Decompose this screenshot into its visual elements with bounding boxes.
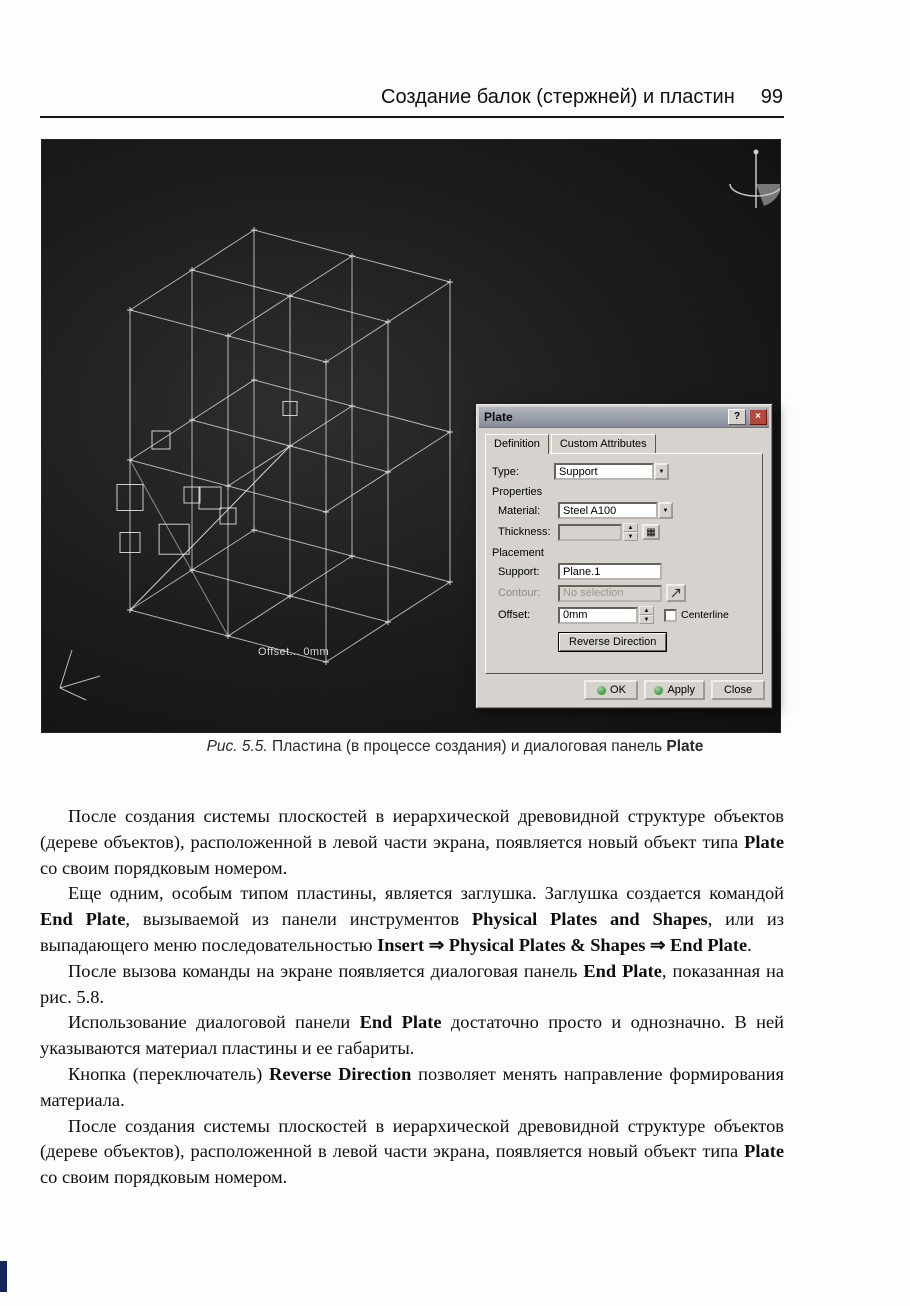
ok-button[interactable] <box>584 680 638 700</box>
support-field[interactable]: Plane.1 <box>558 563 662 580</box>
close-label: Close <box>723 684 753 696</box>
caption-bold: Plate <box>666 738 704 755</box>
offset-row <box>492 606 756 624</box>
definition-panel <box>485 453 763 674</box>
paragraph: После создания системы плоскостей в иерархической древовидной структуре объектов (дереве объектов), расположенной в левой части экрана, появляется новый объект типа Plate со своим порядковым номером. <box>40 1115 784 1188</box>
offset-spinner[interactable] <box>639 606 654 624</box>
centerline-checkbox[interactable] <box>664 609 677 622</box>
material-row <box>492 502 756 519</box>
reverse-row <box>492 632 756 652</box>
apply-label: Apply <box>667 684 695 696</box>
material-combobox[interactable] <box>558 502 673 519</box>
thickness-table-button[interactable] <box>642 524 660 540</box>
offset-label: Offset: <box>498 609 531 621</box>
thickness-spinner[interactable] <box>623 523 638 541</box>
material-dropdown-icon[interactable]: ▼ <box>658 502 673 519</box>
running-title: Создание балок (стержней) и пластин <box>381 86 735 108</box>
help-icon[interactable]: ? <box>728 409 746 425</box>
scan-artifact <box>0 1261 7 1292</box>
paragraph: Использование диалоговой панели End Plate достаточно просто и однозначно. В ней указываются материал пластины и ее габариты. <box>40 1012 784 1059</box>
contour-row <box>492 584 756 602</box>
close-button[interactable] <box>711 680 765 700</box>
paragraph: Кнопка (переключатель) Reverse Direction позволяет менять направление формирования материала. <box>40 1063 784 1110</box>
type-label: Type: <box>492 465 519 478</box>
thickness-row <box>492 523 756 541</box>
type-dropdown-icon[interactable]: ▼ <box>654 463 669 480</box>
page-number: 99 <box>760 86 783 108</box>
dialog-tabs <box>479 428 769 453</box>
support-row <box>492 563 756 580</box>
material-value[interactable]: Steel A100 <box>558 502 658 519</box>
type-combobox[interactable] <box>554 463 669 480</box>
contour-field: No selection <box>558 585 662 602</box>
ok-label: OK <box>610 684 626 696</box>
table-icon: ▦ <box>646 526 656 538</box>
dialog-title: Plate <box>484 410 513 424</box>
apply-icon <box>654 686 663 695</box>
dialog-titlebar[interactable] <box>479 407 769 428</box>
support-label: Support: <box>498 565 540 578</box>
caption-text: Пластина (в процессе создания) и диалоговая панель <box>267 738 667 755</box>
dialog-footer <box>479 674 769 705</box>
header-rule <box>40 116 784 118</box>
page-header <box>381 86 783 109</box>
contour-picker-button[interactable] <box>666 584 686 602</box>
placement-group-label: Placement <box>492 547 544 559</box>
thickness-label: Thickness: <box>498 526 551 538</box>
offset-field[interactable]: 0mm <box>558 607 638 624</box>
tab-definition[interactable]: Definition <box>485 434 549 454</box>
contour-label: Contour: <box>498 587 541 599</box>
viewport-offset-label: Offset... 0mm <box>258 646 330 658</box>
centerline-label: Centerline <box>681 609 729 621</box>
close-icon[interactable]: × <box>749 409 767 425</box>
figure-screenshot <box>42 140 780 732</box>
body-text <box>40 804 784 1191</box>
ok-icon <box>597 686 606 695</box>
reverse-direction-button[interactable]: Reverse Direction <box>558 632 667 652</box>
plate-dialog <box>475 403 773 709</box>
properties-group-label: Properties <box>492 486 543 498</box>
spin-down-icon[interactable]: ▼ <box>639 615 654 624</box>
apply-button[interactable] <box>644 680 705 700</box>
caption-number: Рис. 5.5. <box>206 738 268 755</box>
contour-picker-icon <box>670 587 682 599</box>
paragraph: Еще одним, особым типом пластины, является заглушка. Заглушка создается командой End Plate, вызываемой из панели инструментов Physical Plates and Shapes, или из выпадающего меню последовательностью Insert ⇒ Physical Plates & Shapes ⇒ End Plate. <box>40 883 784 955</box>
tab-custom-attributes[interactable]: Custom Attributes <box>551 434 656 453</box>
spin-down-icon[interactable]: ▼ <box>623 532 638 541</box>
type-value[interactable]: Support <box>554 463 654 480</box>
thickness-field <box>558 524 622 541</box>
type-row <box>492 463 756 480</box>
figure-caption <box>0 738 910 756</box>
paragraph: После вызова команды на экране появляется диалоговая панель End Plate, показанная на рис. 5.8. <box>40 960 784 1007</box>
paragraph: После создания системы плоскостей в иерархической древовидной структуре объектов (дереве объектов), расположенной в левой части экрана, появляется новый объект типа Plate со своим порядковым номером. <box>40 806 784 878</box>
spin-up-icon[interactable]: ▲ <box>639 606 654 615</box>
spin-up-icon[interactable]: ▲ <box>623 523 638 532</box>
material-label: Material: <box>498 504 541 517</box>
